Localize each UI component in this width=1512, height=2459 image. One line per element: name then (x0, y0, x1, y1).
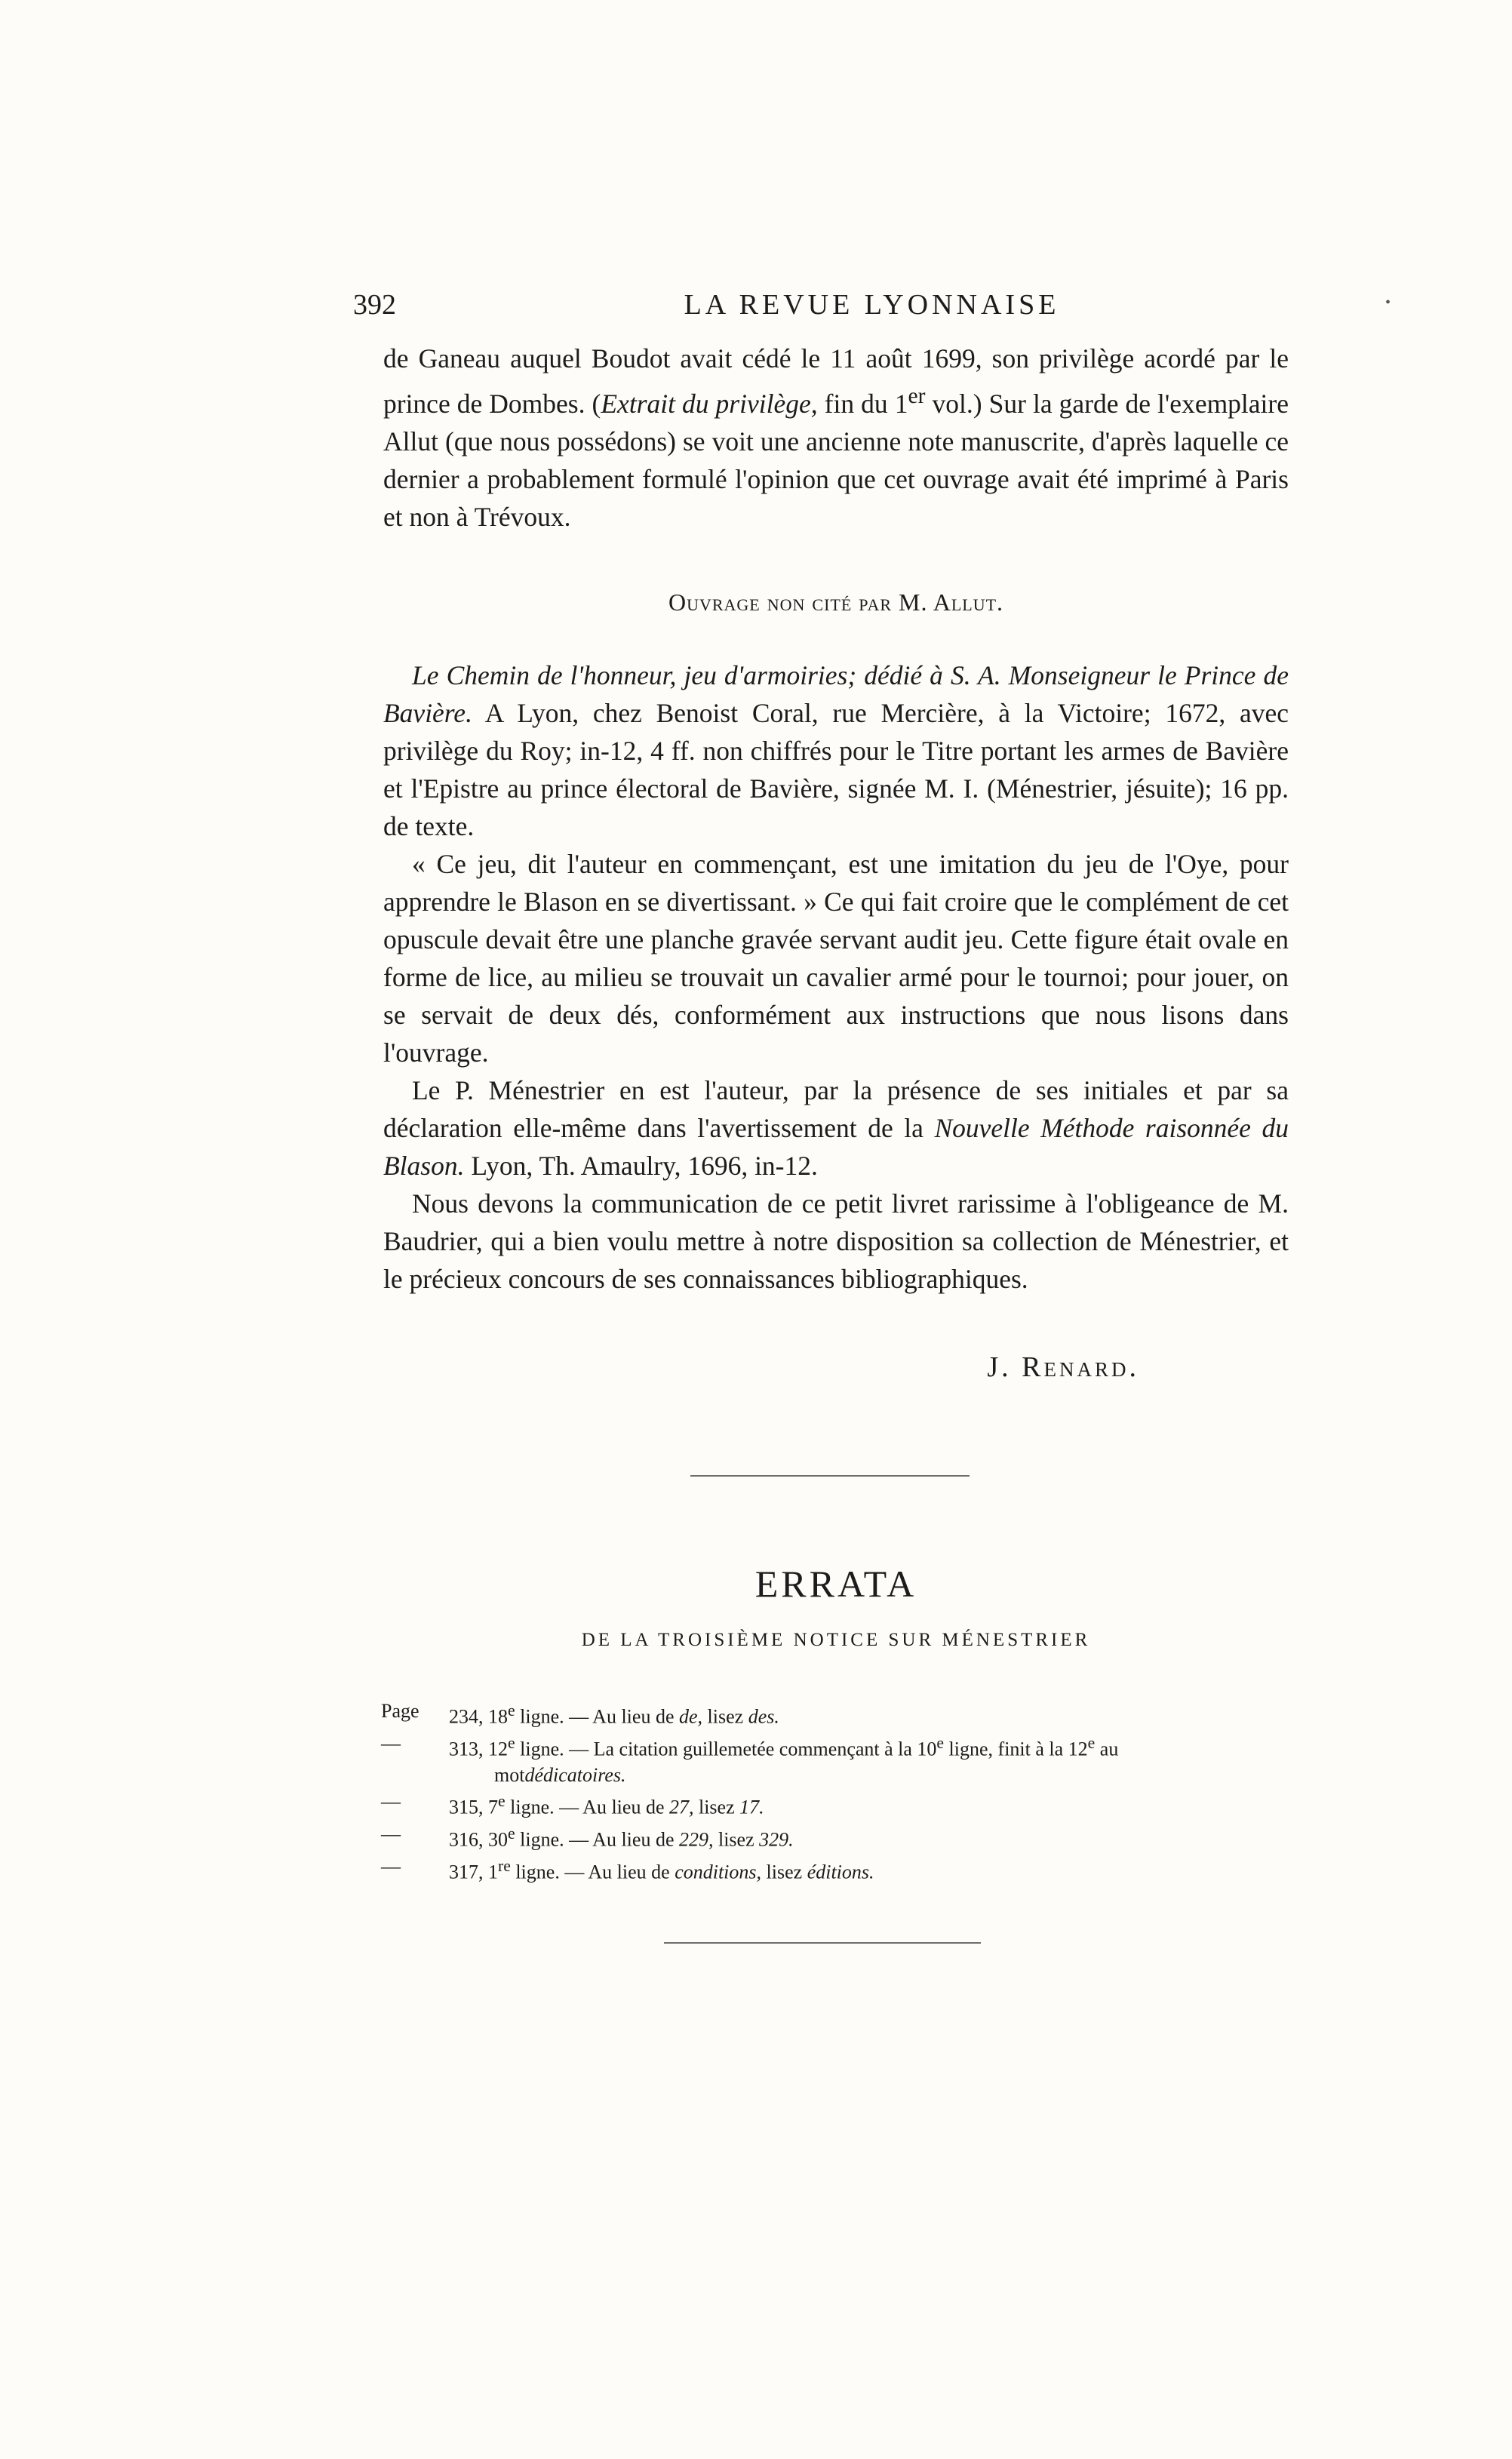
running-head (353, 288, 1391, 326)
section-divider (690, 1475, 970, 1477)
text-block-continuation (383, 340, 1289, 536)
journal-title: LA REVUE LYONNAISE (684, 289, 1060, 321)
errata-entry-continuation: mot dédicatoires. (494, 1764, 626, 1787)
errata-entry: — 316, 30e ligne. — Au lieu de 229, lisez 329. (381, 1822, 794, 1851)
paragraph-privilege: de Ganeau auquel Boudot avait cédé le 11 août 1699, son privilège acordé par le prince de Dombes. (Extrait du privilège, fin du 1er vol.) Sur la garde de l'exemplaire Allut (que nous possédons) se voit une ancienne note manuscrite, d'après laquelle ce dernier a probablement formulé l'opinion que cet ouvrage avait été imprimé à Paris et non à Trévoux. (383, 343, 1289, 532)
errata-subtitle: DE LA TROISIÈME NOTICE SUR MÉNESTRIER (581, 1630, 1091, 1650)
errata-entry: — 317, 1re ligne. — Au lieu de conditions, lisez éditions. (381, 1855, 874, 1883)
errata-entry: — 315, 7e ligne. — Au lieu de 27, lisez 17. (381, 1790, 764, 1818)
page-number: 392 (353, 289, 396, 321)
paragraph-title-entry: Le Chemin de l'honneur, jeu d'armoiries; dédié à S. A. Monseigneur le Prince de Bavière. A Lyon, chez Benoist Coral, rue Mercière, à la Victoire; 1672, avec privilège du Roy; in-12, 4 ff. non chiffrés pour le Titre portant les armes de Bavière et l'Epistre au prince électoral de Bavière, signée M. I. (Ménestrier, jésuite); 16 pp. de texte. (383, 660, 1289, 841)
signature: J. Renard. (987, 1351, 1139, 1383)
paragraph-jeu: « Ce jeu, dit l'auteur en commençant, est une imitation du jeu de l'Oye, pour apprendre le Blason en se divertissant. » Ce qui fait croire que le complément de cet opuscule devait être une planche gravée servant audit jeu. Cette figure était ovale en forme de lice, au milieu se trouvait un cavalier armé pour le tournoi; pour jouer, on se servait de deux dés, conformément aux instructions que nous lisons dans l'ouvrage. (383, 849, 1289, 1068)
paragraph-author: Le P. Ménestrier en est l'auteur, par la présence de ses initiales et par sa déclaration elle-même dans l'avertissement de la Nouvelle Méthode raisonnée du Blason. Lyon, Th. Amaulry, 1696, in-12. (383, 1075, 1289, 1181)
errata-entry: Page 234, 18e ligne. — Au lieu de de, lisez des. (381, 1700, 779, 1728)
errata-list (381, 1698, 1301, 1885)
errata-title: ERRATA (754, 1563, 917, 1605)
paragraph-acknowledgement: Nous devons la communication de ce petit livret rarissime à l'obligeance de M. Baudrier, qui a bien voulu mettre à notre disposition sa collection de Ménestrier, et le précieux concours de ses connaissances bibliographiques. (383, 1188, 1289, 1294)
header-mark: • (1384, 294, 1391, 311)
section-heading: Ouvrage non cité par M. Allut. (668, 589, 1004, 616)
text-block-main (383, 656, 1289, 1298)
end-divider (664, 1942, 981, 1944)
errata-entry: — 313, 12e ligne. — La citation guillemetée commençant à la 10e ligne, finit à la 12e au (381, 1732, 1119, 1760)
